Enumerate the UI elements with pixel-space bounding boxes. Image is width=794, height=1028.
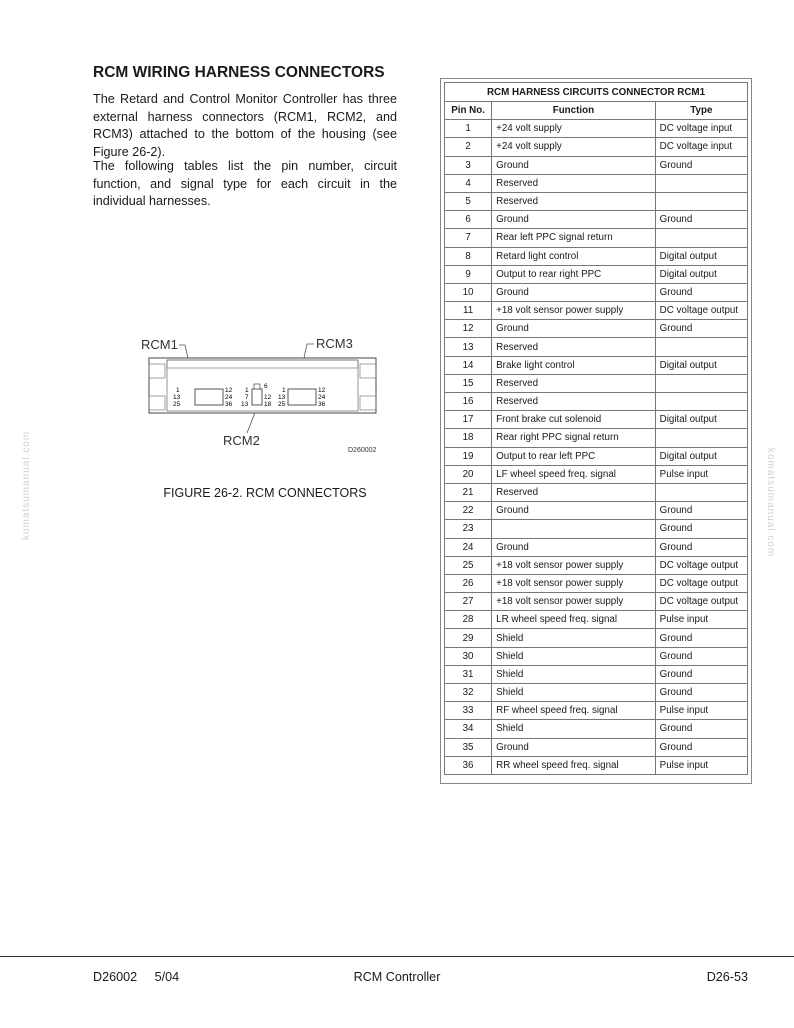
pin-cell: 14 [445,356,492,374]
footer-section-title: RCM Controller [353,970,441,984]
function-cell: Output to rear right PPC [492,265,656,283]
table-row [445,684,748,702]
table-row [445,138,748,156]
type-cell: DC voltage input [655,120,747,138]
pin-cell: 20 [445,465,492,483]
pin-cell: 16 [445,393,492,411]
table-row [445,411,748,429]
label-rcm3: RCM3 [316,336,353,351]
rcm2-latch [254,384,260,389]
pin-cell: 18 [445,429,492,447]
function-cell: Reserved [492,174,656,192]
footer-rule [0,956,794,957]
type-cell: Ground [655,684,747,702]
page-heading: RCM WIRING HARNESS CONNECTORS [93,64,385,81]
watermark-left: komatsumanual.com [21,430,32,540]
pin-cell: 29 [445,629,492,647]
pin-cell: 31 [445,665,492,683]
table-row [445,356,748,374]
pin-cell: 8 [445,247,492,265]
function-cell [492,520,656,538]
table-row [445,593,748,611]
function-cell: Ground [492,320,656,338]
rcm1-pin-25: 25 [173,401,181,408]
function-cell: +18 volt sensor power supply [492,556,656,574]
type-cell: Ground [655,738,747,756]
drawing-id: D260002 [348,447,377,454]
function-cell: Rear right PPC signal return [492,429,656,447]
table-body [445,120,748,775]
table-row [445,738,748,756]
footer-page-number: D26-53 [706,970,748,984]
rcm3-pin-25: 25 [278,401,286,408]
rcm2-pin-18: 18 [264,401,272,408]
pin-cell: 33 [445,702,492,720]
table-title: RCM HARNESS CIRCUITS CONNECTOR RCM1 [445,83,748,102]
function-cell: Ground [492,156,656,174]
type-cell: Digital output [655,247,747,265]
pin-cell: 15 [445,374,492,392]
type-cell: Digital output [655,447,747,465]
pin-cell: 26 [445,574,492,592]
table-row [445,120,748,138]
table-row [445,465,748,483]
table-row [445,302,748,320]
rcm2-pin-7: 7 [245,394,249,401]
table-row [445,665,748,683]
rcm2-connector [252,389,262,405]
type-cell: Ground [655,156,747,174]
rcm2-pin-13: 13 [241,401,249,408]
function-cell: Reserved [492,483,656,501]
table-row [445,574,748,592]
type-cell: Digital output [655,411,747,429]
type-cell [655,174,747,192]
pin-cell: 11 [445,302,492,320]
type-cell: Pulse input [655,702,747,720]
function-cell: Rear left PPC signal return [492,229,656,247]
type-cell: Ground [655,320,747,338]
rcm3-pin-12: 12 [318,387,326,394]
type-cell [655,393,747,411]
header-function: Function [492,102,656,120]
pin-cell: 35 [445,738,492,756]
type-cell: Ground [655,538,747,556]
figure-caption: FIGURE 26-2. RCM CONNECTORS [163,486,367,500]
table-row [445,211,748,229]
function-cell: Shield [492,665,656,683]
header-type: Type [655,102,747,120]
table-row [445,447,748,465]
type-cell: Digital output [655,265,747,283]
table-row [445,429,748,447]
rcm1-circuits-table-frame [440,78,752,784]
rcm3-pin-36: 36 [318,401,326,408]
function-cell: Shield [492,629,656,647]
watermark-right: komatsumanual.com [765,448,776,558]
pin-cell: 12 [445,320,492,338]
type-cell: Ground [655,720,747,738]
type-cell: Digital output [655,356,747,374]
table-row [445,174,748,192]
rcm-connectors-figure [135,330,395,460]
type-cell: Ground [655,629,747,647]
pin-cell: 22 [445,502,492,520]
pin-cell: 9 [445,265,492,283]
pin-cell: 34 [445,720,492,738]
table-row [445,156,748,174]
function-cell: Shield [492,720,656,738]
function-cell: LF wheel speed freq. signal [492,465,656,483]
function-cell: Reserved [492,338,656,356]
pin-cell: 25 [445,556,492,574]
table-row [445,502,748,520]
rcm1-circuits-table [444,82,748,775]
type-cell [655,429,747,447]
type-cell [655,192,747,210]
table-row [445,720,748,738]
table-row [445,192,748,210]
housing-outline [149,358,376,413]
function-cell: +18 volt sensor power supply [492,593,656,611]
function-cell: +18 volt sensor power supply [492,574,656,592]
pin-cell: 17 [445,411,492,429]
rcm2-pin-6: 6 [264,383,268,390]
table-row [445,538,748,556]
table-row [445,483,748,501]
header-pin-no: Pin No. [445,102,492,120]
table-row [445,647,748,665]
pin-cell: 6 [445,211,492,229]
function-cell: LR wheel speed freq. signal [492,611,656,629]
function-cell: Ground [492,283,656,301]
function-cell: RF wheel speed freq. signal [492,702,656,720]
pin-cell: 21 [445,483,492,501]
label-rcm1: RCM1 [141,337,178,352]
function-cell: Reserved [492,192,656,210]
rcm3-pin-24: 24 [318,394,326,401]
function-cell: +18 volt sensor power supply [492,302,656,320]
type-cell: DC voltage output [655,593,747,611]
type-cell: DC voltage output [655,556,747,574]
type-cell [655,374,747,392]
table-row [445,611,748,629]
pin-cell: 19 [445,447,492,465]
rcm1-pin-24: 24 [225,394,233,401]
table-row [445,556,748,574]
rcm1-pin-13: 13 [173,394,181,401]
type-cell: DC voltage output [655,574,747,592]
type-cell: Ground [655,502,747,520]
function-cell: Shield [492,647,656,665]
table-row [445,374,748,392]
type-cell: Pulse input [655,465,747,483]
type-cell: Ground [655,283,747,301]
type-cell [655,483,747,501]
pin-cell: 27 [445,593,492,611]
pin-cell: 10 [445,283,492,301]
function-cell: +24 volt supply [492,120,656,138]
pin-cell: 32 [445,684,492,702]
table-row [445,247,748,265]
type-cell: Ground [655,647,747,665]
type-cell [655,229,747,247]
pin-cell: 24 [445,538,492,556]
table-row [445,229,748,247]
rcm2-pin-12: 12 [264,394,272,401]
function-cell: Brake light control [492,356,656,374]
table-row [445,393,748,411]
pin-cell: 7 [445,229,492,247]
table-row [445,338,748,356]
pin-cell: 1 [445,120,492,138]
type-cell: Pulse input [655,756,747,774]
pin-cell: 4 [445,174,492,192]
function-cell: Ground [492,502,656,520]
table-row [445,520,748,538]
type-cell: Ground [655,211,747,229]
pin-cell: 13 [445,338,492,356]
function-cell: Output to rear left PPC [492,447,656,465]
type-cell: Pulse input [655,611,747,629]
function-cell: Reserved [492,374,656,392]
rcm3-pin-1: 1 [282,387,286,394]
function-cell: Front brake cut solenoid [492,411,656,429]
pin-cell: 36 [445,756,492,774]
pin-cell: 5 [445,192,492,210]
type-cell [655,338,747,356]
rcm3-connector [288,389,316,405]
function-cell: Ground [492,538,656,556]
pin-cell: 3 [445,156,492,174]
footer-doc-id: D26002 5/04 [93,970,180,984]
function-cell: Ground [492,738,656,756]
pin-cell: 23 [445,520,492,538]
table-row [445,265,748,283]
intro-paragraph: The Retard and Control Monitor Controller has three external harness connectors (RCM1, RCM2, and RCM3) attached to the bottom of the housing (see Figure 26-2). [93,92,397,159]
table-row [445,629,748,647]
type-cell: Ground [655,520,747,538]
rcm2-pin-1: 1 [245,387,249,394]
table-row [445,702,748,720]
table-row [445,320,748,338]
rcm3-pin-13: 13 [278,394,286,401]
table-row [445,756,748,774]
pin-cell: 2 [445,138,492,156]
rcm1-pin-1: 1 [176,387,180,394]
function-cell: Reserved [492,393,656,411]
function-cell: Retard light control [492,247,656,265]
pin-cell: 30 [445,647,492,665]
type-cell: DC voltage output [655,302,747,320]
type-cell: DC voltage input [655,138,747,156]
table-row [445,283,748,301]
rcm1-pin-36: 36 [225,401,233,408]
type-cell: Ground [655,665,747,683]
rcm1-connector [195,389,223,405]
label-rcm2: RCM2 [223,433,260,448]
function-cell: Shield [492,684,656,702]
tables-paragraph: The following tables list the pin number, circuit function, and signal type for each circuit in the individual harnesses. [93,159,397,208]
function-cell: RR wheel speed freq. signal [492,756,656,774]
function-cell: +24 volt supply [492,138,656,156]
function-cell: Ground [492,211,656,229]
pin-cell: 28 [445,611,492,629]
rcm1-pin-12: 12 [225,387,233,394]
